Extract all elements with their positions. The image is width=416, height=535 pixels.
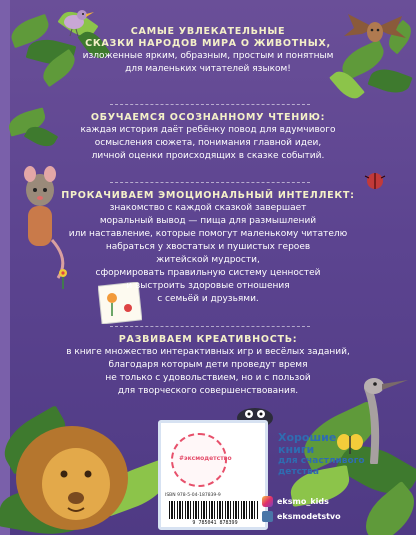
isbn-text: ISBN 978-5-04-187839-9 <box>165 493 221 498</box>
lion-illustration <box>12 408 142 535</box>
divider-2 <box>110 182 310 183</box>
emotional-line-6: сформировать правильную систему ценностей <box>95 268 321 278</box>
intro-heading-1: САМЫЕ УВЛЕКАТЕЛЬНЫЕ <box>130 26 286 37</box>
reading-line-2: осмысления сюжета, понимания главной идеи, <box>94 138 322 148</box>
creativity-line-4: для творческого совершенствования. <box>117 386 299 396</box>
divider-1 <box>110 104 310 105</box>
vk-handle: eksmodetstvo <box>277 512 341 521</box>
stamp-logo <box>171 433 232 487</box>
barcode-number: 9 785041 878399 <box>192 520 238 526</box>
emotional-line-2: моральный вывод — пища для размышлений <box>99 216 317 226</box>
stamp-text: #эксмодетство <box>179 455 232 462</box>
creativity-line-1: в книге множество интерактивных игр и весёлых заданий, <box>66 347 350 357</box>
emotional-line-5: житейской мудрости, <box>156 255 260 265</box>
emotional-section <box>0 190 416 306</box>
emotional-line-4: набраться у хвостатых и пушистых героев <box>105 242 311 252</box>
intro-heading-2: СКАЗКИ НАРОДОВ МИРА О ЖИВОТНЫХ, <box>85 38 331 49</box>
vk-link[interactable] <box>262 509 362 524</box>
instagram-icon <box>262 496 273 507</box>
emotional-line-1: знакомство с каждой сказкой завершает <box>109 203 307 213</box>
vk-icon <box>262 511 273 522</box>
barcode-icon <box>169 501 259 519</box>
slogan-line-1: Хорошие <box>278 431 337 444</box>
social-links <box>262 494 362 524</box>
slogan-line-4: детства <box>278 467 319 477</box>
instagram-handle: eksmo_kids <box>277 497 329 506</box>
reading-section <box>0 112 416 163</box>
divider-3 <box>110 326 310 327</box>
creativity-line-2: благодаря которым дети проведут время <box>108 360 308 370</box>
emotional-line-3: или наставление, которые помогут маленькому читателю <box>68 229 348 239</box>
emotional-line-7: и выстроить здоровые отношения <box>126 281 290 291</box>
emotional-line-8: с семьёй и друзьями. <box>157 294 259 304</box>
slogan-line-3: для счастливого <box>278 456 365 466</box>
publisher-badge <box>158 420 268 530</box>
slogan-line-2: книги <box>278 443 315 456</box>
intro-line-4: для маленьких читателей языком! <box>125 64 291 74</box>
instagram-link[interactable] <box>262 494 362 509</box>
reading-line-1: каждая история даёт ребёнку повод для вдумчивого <box>80 125 336 135</box>
reading-line-3: личной оценки происходящих в сказке событий. <box>91 151 325 161</box>
intro-line-3: изложенные ярким, образным, простым и понятным <box>82 51 334 61</box>
slogan <box>278 432 370 478</box>
creativity-heading: РАЗВИВАЕМ КРЕАТИВНОСТЬ: <box>118 334 298 345</box>
emotional-heading: ПРОКАЧИВАЕМ ЭМОЦИОНАЛЬНЫЙ ИНТЕЛЛЕКТ: <box>61 190 355 201</box>
intro-section <box>0 26 416 76</box>
creativity-line-3: не только с удовольствием, но и с пользой <box>105 373 311 383</box>
reading-heading: ОБУЧАЕМСЯ ОСОЗНАННОМУ ЧТЕНИЮ: <box>90 112 326 123</box>
